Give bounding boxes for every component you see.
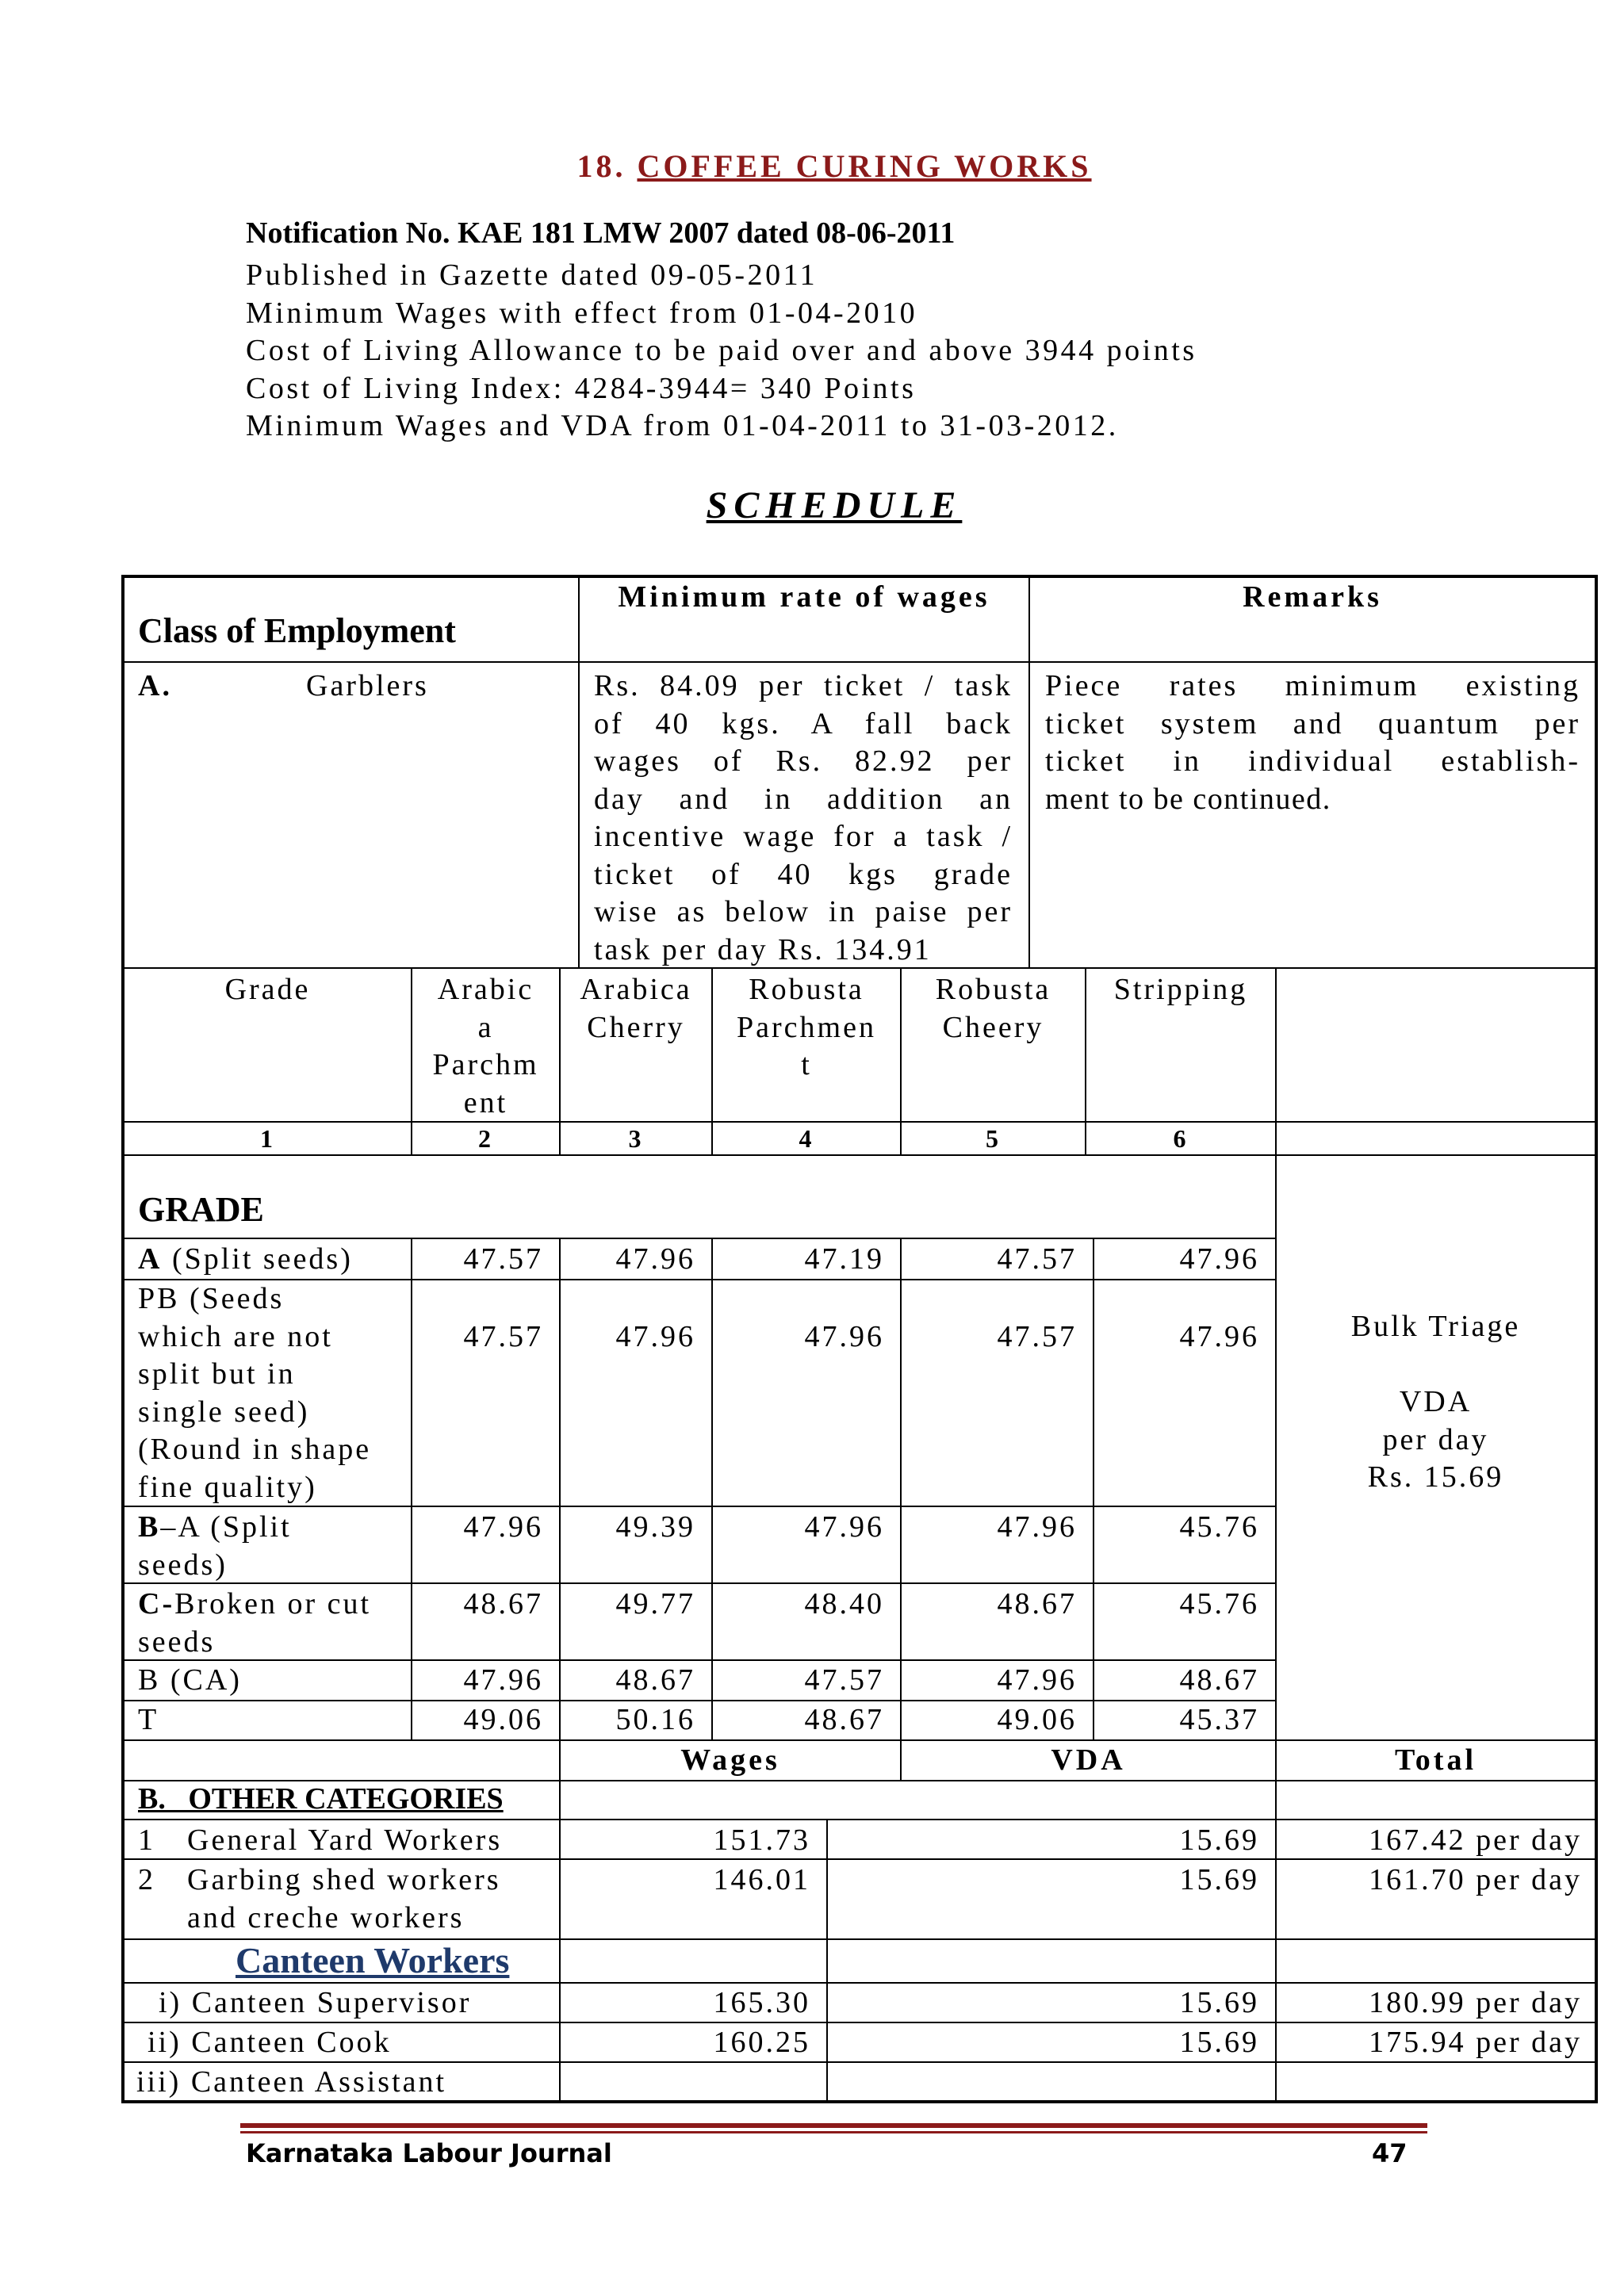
- table-border-right: [1595, 575, 1598, 2103]
- header-wages: Wages: [680, 1743, 780, 1777]
- grade-label-line: seeds: [138, 1624, 216, 1659]
- info-line: Cost of Living Index: 4284-3944= 340 Points: [246, 371, 917, 405]
- grade-value: 47.96: [463, 1663, 543, 1697]
- col-header-line: Parchmen: [737, 1010, 876, 1044]
- grade-value: 45.76: [1179, 1587, 1259, 1621]
- grade-value: 47.96: [997, 1663, 1077, 1697]
- canteen-workers-heading: Canteen Workers: [236, 1940, 510, 1980]
- row-rule: [123, 1982, 1596, 1984]
- rate-line: incentive wage for a task /: [594, 820, 1013, 853]
- column-number: 1: [260, 1124, 275, 1153]
- rate-line: wages of Rs. 82.92 per: [594, 744, 1013, 778]
- other-categories-heading: B. OTHER CATEGORIES: [138, 1782, 504, 1816]
- other-row-name: General Yard Workers: [187, 1823, 503, 1857]
- other-row-name: [187, 1862, 501, 1937]
- row-rule: [123, 661, 1596, 663]
- other-row-name-line: and creche workers: [187, 1900, 465, 1934]
- rate-line: day and in addition an: [594, 783, 1013, 816]
- garblers-letter: A.: [138, 669, 172, 702]
- canteen-row-total: 175.94 per day: [1369, 2026, 1582, 2059]
- row-rule: [123, 1238, 1276, 1239]
- grade-label: T: [138, 1703, 159, 1736]
- grade-value: 47.19: [804, 1242, 884, 1276]
- grade-value: 49.06: [997, 1703, 1077, 1736]
- grade-value: 47.96: [615, 1242, 695, 1276]
- grade-value: 47.57: [463, 1242, 543, 1276]
- grade-heading: GRADE: [138, 1190, 264, 1229]
- grade-value: 47.96: [997, 1510, 1077, 1544]
- canteen-row-name: i) Canteen Supervisor: [159, 1986, 472, 2019]
- title-text: COFFEE CURING WORKS: [637, 148, 1092, 184]
- grade-label-line: which are not: [138, 1319, 333, 1353]
- footer-rule: [240, 2123, 1427, 2128]
- row-rule: [123, 1739, 1596, 1741]
- footer-rule: [240, 2131, 1427, 2133]
- col-header-line: Cheery: [942, 1010, 1044, 1044]
- remark-line: ticket system and quantum per: [1045, 707, 1580, 740]
- grade-label: [138, 1241, 353, 1279]
- grade-label-line: –A (Split: [160, 1510, 292, 1544]
- grade-value: 47.96: [463, 1510, 543, 1544]
- column-number: 6: [1173, 1124, 1189, 1153]
- col-header-arabica-cherry: [561, 971, 711, 1047]
- rate-line: task per day Rs. 134.91: [594, 933, 932, 966]
- bulk-triage-vda: VDA: [1399, 1385, 1473, 1418]
- grade-label-line: single seed): [138, 1395, 310, 1429]
- grade-value: 48.67: [1179, 1663, 1259, 1697]
- col-header-line: Arabic: [437, 973, 534, 1006]
- other-row-number: 1: [138, 1823, 155, 1857]
- header-class-of-employment: Class of Employment: [138, 611, 456, 650]
- column-number: 5: [986, 1124, 1001, 1153]
- grade-value: 47.57: [997, 1320, 1077, 1353]
- grade-value: 47.57: [997, 1242, 1077, 1276]
- grade-value: 48.67: [615, 1663, 695, 1697]
- grade-value: 48.67: [463, 1587, 543, 1621]
- remark-line: ment to be continued.: [1045, 783, 1331, 816]
- header-remarks: Remarks: [1243, 580, 1382, 614]
- rate-line: of 40 kgs. A fall back: [594, 707, 1013, 740]
- grade-letter: B: [138, 1510, 161, 1544]
- info-line: Minimum Wages and VDA from 01-04-2011 to 31-03-2012.: [246, 409, 1119, 442]
- grade-value: 47.96: [1179, 1242, 1259, 1276]
- col-header-robusta-parchment: [713, 971, 900, 1085]
- grade-value: 47.57: [804, 1663, 884, 1697]
- grade-label-line: fine quality): [138, 1470, 317, 1504]
- grade-value: 49.06: [463, 1703, 543, 1736]
- column-number: 4: [799, 1124, 814, 1153]
- other-row-name-line: Garbing shed workers: [187, 1863, 501, 1896]
- grade-label-line: PB (Seeds: [138, 1282, 285, 1315]
- col-header-robusta-cheery: [902, 971, 1085, 1047]
- grade-value: 47.96: [804, 1320, 884, 1353]
- canteen-row-total: 180.99 per day: [1369, 1986, 1582, 2019]
- col-header-line: Cherry: [587, 1010, 685, 1044]
- rate-line: Rs. 84.09 per ticket / task: [594, 669, 1013, 702]
- other-row-number: 2: [138, 1863, 155, 1896]
- info-line: Published in Gazette dated 09-05-2011: [246, 258, 818, 292]
- canteen-row-wages: 165.30: [713, 1986, 810, 2019]
- notification-block: [246, 216, 1435, 446]
- other-row-wages: 151.73: [713, 1823, 810, 1857]
- grade-label-line: seeds): [138, 1548, 228, 1582]
- row-rule: [123, 1582, 1276, 1584]
- page-number: 47: [1372, 2138, 1408, 2168]
- grade-label: [138, 1280, 371, 1506]
- remark-line: ticket in individual establish-: [1045, 744, 1580, 778]
- grade-label-line: (Split seeds): [162, 1242, 353, 1276]
- grade-label-line: (Round in shape: [138, 1433, 372, 1466]
- garblers-name: Garblers: [306, 669, 429, 702]
- table-border-left: [121, 575, 124, 2103]
- col-header-stripping: Stripping: [1113, 973, 1248, 1006]
- grade-value: 47.96: [615, 1320, 695, 1353]
- col-header-line: Robusta: [749, 973, 864, 1006]
- row-rule: [123, 1819, 1596, 1820]
- rate-line: ticket of 40 kgs grade: [594, 858, 1013, 891]
- bulk-triage-note: [1277, 1308, 1595, 1497]
- grade-label: B (CA): [138, 1663, 242, 1697]
- grade-value: 45.76: [1179, 1510, 1259, 1544]
- col-header-line: Arabica: [580, 973, 692, 1006]
- grade-label-line: Broken or cut: [174, 1587, 372, 1621]
- schedule-heading: SCHEDULE: [706, 484, 963, 526]
- grade-label-line: split but in: [138, 1357, 296, 1391]
- col-header-line: t: [801, 1048, 812, 1081]
- other-row-vda: 15.69: [1179, 1823, 1259, 1857]
- grade-value: 45.37: [1179, 1703, 1259, 1736]
- grade-value: 47.96: [804, 1510, 884, 1544]
- table-border-top: [121, 575, 1598, 578]
- canteen-row-wages: 160.25: [713, 2026, 810, 2059]
- col-rule: [578, 575, 580, 969]
- grade-letter: A: [138, 1242, 163, 1276]
- grade-value: 48.40: [804, 1587, 884, 1621]
- column-number: 2: [478, 1124, 493, 1153]
- title-number: 18.: [576, 148, 626, 184]
- grade-label: [138, 1586, 371, 1661]
- grade-label: [138, 1509, 292, 1584]
- col-header-grade: Grade: [224, 973, 311, 1006]
- bulk-triage-per-day: per day: [1382, 1422, 1489, 1456]
- col-header-line: ent: [463, 1085, 508, 1119]
- col-rule: [1028, 575, 1030, 969]
- garblers-label: [138, 668, 172, 706]
- col-header-arabica-parchment: [412, 971, 559, 1122]
- grade-value: 50.16: [615, 1703, 695, 1736]
- grade-value: 47.96: [1179, 1320, 1259, 1353]
- header-minimum-rate: Minimum rate of wages: [618, 580, 990, 614]
- canteen-row-vda: 15.69: [1179, 1986, 1259, 2019]
- bulk-triage-amount: Rs. 15.69: [1367, 1460, 1504, 1494]
- other-row-total: 167.42 per day: [1369, 1823, 1582, 1857]
- other-row-vda: 15.69: [1179, 1863, 1259, 1896]
- other-row-wages: 146.01: [713, 1863, 810, 1896]
- canteen-row-vda: 15.69: [1179, 2026, 1259, 2059]
- grade-value: 48.67: [804, 1703, 884, 1736]
- grade-value: 49.77: [615, 1587, 695, 1621]
- column-number: 3: [628, 1124, 644, 1153]
- grade-value: 48.67: [997, 1587, 1077, 1621]
- rate-line: wise as below in paise per: [594, 895, 1013, 928]
- grade-value: 49.39: [615, 1510, 695, 1544]
- header-total: Total: [1394, 1743, 1477, 1777]
- canteen-row-name: iii) Canteen Assistant: [136, 2065, 447, 2099]
- col-header-line: Robusta: [935, 973, 1051, 1006]
- col-header-line: Parchm: [432, 1048, 539, 1081]
- info-line: Minimum Wages with effect from 01-04-2010: [246, 296, 918, 330]
- info-line: Cost of Living Allowance to be paid over and above 3944 points: [246, 334, 1197, 367]
- col-header-line: a: [477, 1010, 494, 1044]
- remark-line: Piece rates minimum existing: [1045, 669, 1580, 702]
- grade-value: 47.57: [463, 1320, 543, 1353]
- header-vda: VDA: [1051, 1743, 1126, 1777]
- other-row-total: 161.70 per day: [1369, 1863, 1582, 1896]
- footer-journal-name: Karnataka Labour Journal: [246, 2138, 612, 2168]
- canteen-row-name: ii) Canteen Cook: [147, 2026, 392, 2059]
- notification-number: Notification No. KAE 181 LMW 2007 dated 08-06-2011: [246, 216, 956, 250]
- bulk-triage-title: Bulk Triage: [1350, 1310, 1521, 1343]
- document-title: [0, 147, 1624, 185]
- grade-letter: C-: [138, 1587, 175, 1621]
